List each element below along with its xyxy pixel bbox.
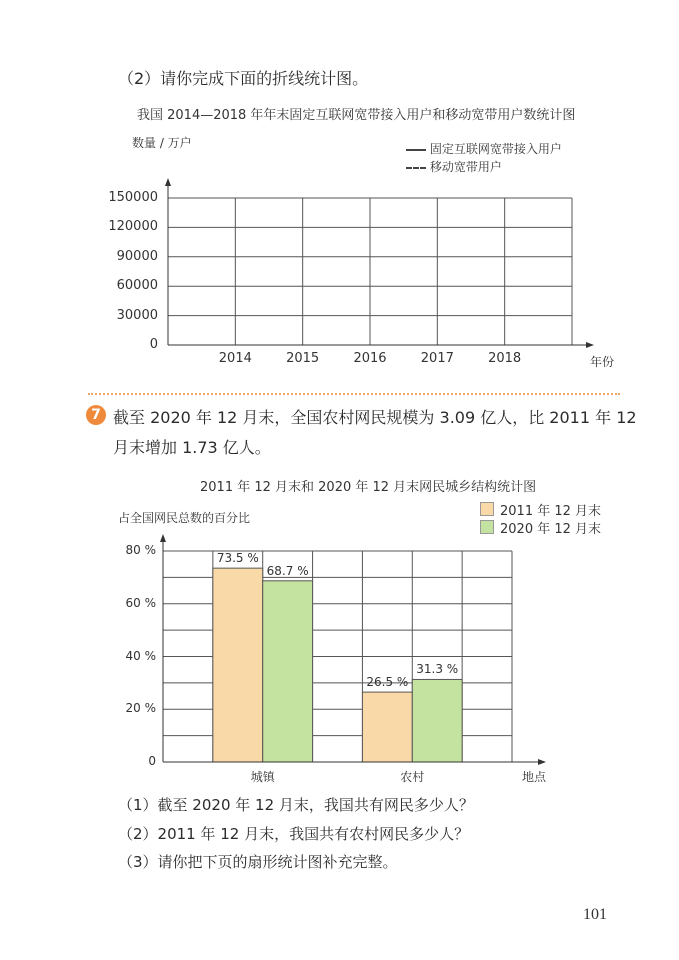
question-1: （1）截至 2020 年 12 月末，我国共有网民多少人？ bbox=[118, 796, 474, 814]
question-2: （2）2011 年 12 月末，我国共有农村网民多少人？ bbox=[118, 825, 470, 843]
y-tick-label: 120000 bbox=[108, 219, 158, 235]
y-tick-label: 20 % bbox=[125, 701, 156, 716]
y-tick-label: 40 % bbox=[125, 648, 156, 663]
x-axis-label: 地点 bbox=[522, 770, 547, 784]
page-number: 101 bbox=[583, 906, 607, 923]
bar-value-label: 26.5 % bbox=[366, 675, 409, 690]
bar bbox=[263, 581, 313, 762]
bar-value-label: 68.7 % bbox=[266, 563, 309, 578]
x-category-label: 农村 bbox=[400, 770, 425, 784]
y-tick-label: 60 % bbox=[125, 595, 156, 610]
y-tick-label: 80 % bbox=[125, 543, 156, 557]
problem-number-badge: 7 bbox=[86, 405, 106, 425]
legend-label: 2020 年 12 月末 bbox=[500, 522, 602, 537]
x-tick-label: 2018 bbox=[488, 351, 522, 366]
y-tick-label: 90000 bbox=[116, 248, 158, 264]
bar-value-label: 31.3 % bbox=[416, 662, 459, 677]
y-axis-arrow-icon bbox=[160, 534, 166, 542]
part2-prompt: （2）请你完成下面的折线统计图。 bbox=[118, 69, 369, 88]
x-tick-label: 2015 bbox=[286, 351, 320, 366]
x-tick-label: 2016 bbox=[353, 351, 387, 366]
x-tick-label: 2014 bbox=[218, 351, 252, 366]
legend-label: 固定互联网宽带接入用户 bbox=[429, 142, 562, 156]
y-tick-label: 60000 bbox=[116, 278, 158, 294]
x-tick-label: 2017 bbox=[420, 351, 454, 366]
y-tick-label: 0 bbox=[148, 754, 156, 768]
bar bbox=[213, 568, 263, 762]
bar bbox=[412, 679, 462, 762]
bar-chart-title: 2011 年 12 月末和 2020 年 12 月末网民城乡结构统计图 bbox=[200, 480, 537, 495]
y-tick-label: 30000 bbox=[116, 307, 158, 323]
bar-chart-ylabel: 占全国网民总数的百分比 bbox=[118, 511, 251, 525]
bar bbox=[362, 692, 412, 762]
y-tick-label: 150000 bbox=[108, 190, 158, 205]
x-category-label: 城镇 bbox=[250, 770, 275, 784]
bar-value-label: 73.5 % bbox=[216, 551, 259, 566]
x-axis-arrow-icon bbox=[538, 759, 546, 765]
question-3: （3）请你把下页的扇形统计图补充完整。 bbox=[118, 853, 398, 871]
legend-label: 移动宽带用户 bbox=[429, 160, 502, 174]
x-axis-label: 年份 bbox=[590, 355, 615, 369]
y-tick-label: 0 bbox=[149, 337, 158, 352]
line-chart-ylabel: 数量 / 万户 bbox=[132, 136, 192, 150]
legend-label: 2011 年 12 月末 bbox=[500, 504, 602, 519]
line-chart-title: 我国 2014—2018 年年末固定互联网宽带接入用户和移动宽带用户数统计图 bbox=[137, 108, 576, 123]
problem-text: 截至 2020 年 12 月末，全国农村网民规模为 3.09 亿人，比 2011 年 12 bbox=[113, 408, 637, 427]
problem-text: 月末增加 1.73 亿人。 bbox=[113, 438, 271, 457]
